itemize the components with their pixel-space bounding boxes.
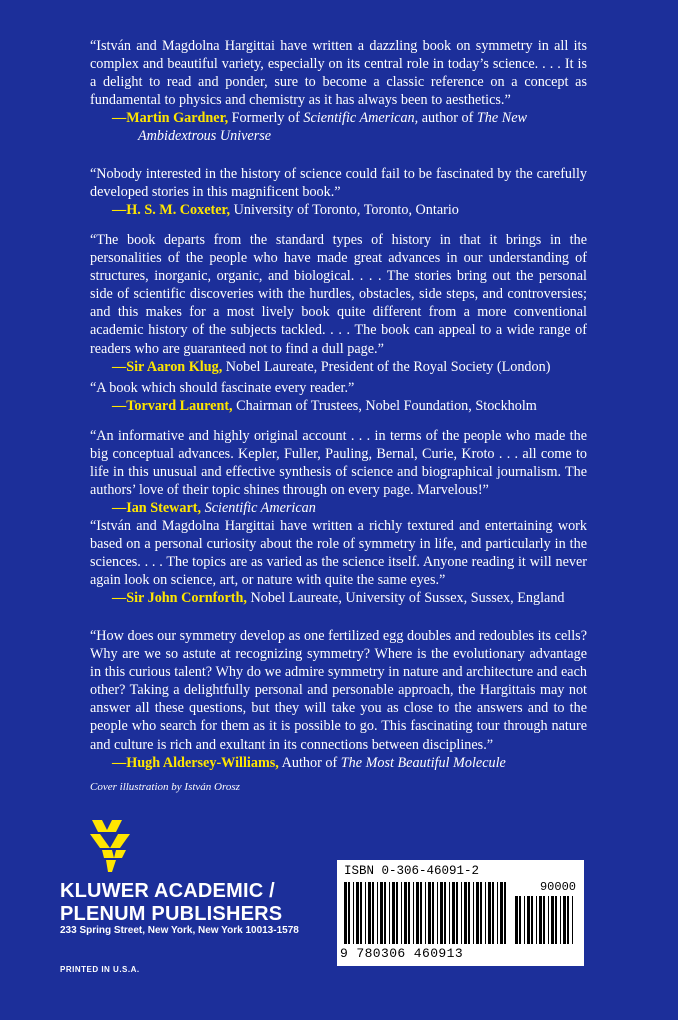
barcode-bar <box>555 896 557 944</box>
barcode-bar <box>515 896 518 944</box>
barcode-bar <box>404 882 407 944</box>
quote-text: “The book departs from the standard types of history in that it brings in the personalities of the people who have made great advances in our understanding of structures, inorganic, organic, and biological. . . . The stories bring out the personal side of scientific discoveries with the hurdles, obstacles, side steps, and controversies; and this makes for a most lively book quite different from a more conventional academic history of the subjects tackled. . . . The book can appeal to a wide range of readers who are guaranteed not to find a dull page.” <box>90 232 587 357</box>
barcode-bar <box>377 882 378 944</box>
barcode-bar <box>392 882 395 944</box>
quote-text: “An informative and highly original account . . . in terms of the people who made the big conceptual advances. Kepler, Fuller, Pauling, Bernal, Curie, Kroto . . . all come to life in this unusual and effective synthesis of science and biographical journalism. The authors’ love of their topic shines through on every page. Marvelous!” <box>90 428 587 499</box>
barcode-bar <box>425 882 426 944</box>
barcode-bar <box>420 882 422 944</box>
barcode-bar <box>348 882 350 944</box>
affiliation: author of <box>418 110 477 127</box>
barcode-bar <box>485 882 486 944</box>
review-quote <box>90 165 587 219</box>
barcode-bar <box>473 882 474 944</box>
publication: Scientific American <box>204 500 316 517</box>
attribution <box>90 109 587 145</box>
attribution <box>90 499 587 517</box>
publisher-line1: KLUWER ACADEMIC / <box>60 880 275 902</box>
barcode-bar <box>365 882 366 944</box>
reviewer-name: —Ian Stewart, <box>112 500 202 517</box>
barcode-bar <box>504 882 506 944</box>
barcode-bar <box>428 882 431 944</box>
attribution <box>90 397 587 415</box>
addon-barcode-bars <box>515 896 575 944</box>
review-quote <box>90 37 587 146</box>
barcode-bar <box>468 882 470 944</box>
reviewer-name: —Torvard Laurent, <box>112 398 233 415</box>
barcode-bar <box>567 896 569 944</box>
barcode-bar <box>519 896 521 944</box>
barcode-bar <box>344 882 347 944</box>
quote-text: “How does our symmetry develop as one fertilized egg doubles and redoubles its cells? Why are we so astute at recognizing symmetry? Where is the evolutionary advantage in this curious talent? Why do we admire symmetry in nature and architecture and each other? Taking a delightfully personal and personable approach, the Hargittais may not answer all these questions, but they will take you as close to the answers and to the people who search for them as it is possible to go. This fascinating tour through nature and culture is rich and exultant in its connections between disciplines.” <box>90 628 587 753</box>
price-code: 90000 <box>539 880 576 894</box>
quote-text: “István and Magdolna Hargittai have written a richly textured and entertaining work based on a personal curiosity about the role of symmetry in life, and particularly in the sciences. . . . The topics are as varied as the science itself. Anyone reading it will never again look on science, art, or nature with quite the same eyes.” <box>90 518 587 589</box>
review-quote <box>90 231 587 376</box>
barcode-bar <box>536 896 537 944</box>
affiliation: Chairman of Trustees, Nobel Foundation, Stockholm <box>232 398 537 415</box>
attribution <box>90 589 587 607</box>
barcode-bar <box>416 882 419 944</box>
barcode-bar <box>368 882 371 944</box>
barcode-bar <box>500 882 503 944</box>
quote-text: “Nobody interested in the history of science could fail to be fascinated by the carefully developed stories in this magnificent book.” <box>90 166 587 201</box>
quote-text: “A book which should fascinate every reader.” <box>90 380 355 396</box>
book-title: The Most Beautiful Molecule <box>340 754 506 771</box>
barcode-bar <box>563 896 566 944</box>
barcode-bar <box>360 882 362 944</box>
affiliation: Nobel Laureate, President of the Royal Society (London) <box>222 358 551 375</box>
barcode-bars <box>344 882 508 944</box>
barcode-bar <box>527 896 530 944</box>
barcode-bar <box>401 882 402 944</box>
barcode-bar <box>461 882 462 944</box>
publisher-name <box>60 880 282 926</box>
barcode-bar <box>531 896 533 944</box>
affiliation: University of Toronto, Toronto, Ontario <box>230 202 459 219</box>
review-quote <box>90 427 587 517</box>
attribution <box>90 358 587 376</box>
barcode-bar <box>408 882 410 944</box>
affiliation: Nobel Laureate, University of Sussex, Sussex, England <box>246 590 565 607</box>
barcode-bar <box>456 882 458 944</box>
affiliation: Formerly of <box>228 110 304 127</box>
isbn-text: ISBN 0-306-46091-2 <box>344 864 480 878</box>
attribution <box>90 201 587 219</box>
reviewer-name: —Martin Gardner, <box>112 110 229 127</box>
barcode-bar <box>396 882 398 944</box>
printed-in: PRINTED IN U.S.A. <box>60 965 140 974</box>
barcode-bar <box>480 882 482 944</box>
barcode-bar <box>476 882 479 944</box>
barcode-bar <box>524 896 525 944</box>
barcode-bar <box>539 896 542 944</box>
publisher-line2: PLENUM PUBLISHERS <box>60 903 283 925</box>
publisher-logo-icon <box>88 818 134 874</box>
barcode-bar <box>380 882 383 944</box>
ean-number: 9 780306 460913 <box>340 946 464 961</box>
barcode-bar <box>353 882 354 944</box>
cover-credit: Cover illustration by István Orosz <box>90 781 240 793</box>
barcode-bar <box>452 882 455 944</box>
barcode-bar <box>437 882 438 944</box>
barcode-bar <box>548 896 549 944</box>
publication: Scientific American, <box>303 110 419 127</box>
reviewer-name: —Sir Aaron Klug, <box>112 358 223 375</box>
book-title: The New Ambidextrous Universe <box>138 110 527 145</box>
barcode-bar <box>413 882 414 944</box>
barcode-bar <box>384 882 386 944</box>
review-quote <box>90 379 587 415</box>
review-quote <box>90 627 587 772</box>
barcode-block <box>337 860 584 966</box>
publisher-address: 233 Spring Street, New York, New York 10013-1578 <box>60 925 299 936</box>
barcode-bar <box>372 882 374 944</box>
reviewer-name: —H. S. M. Coxeter, <box>112 202 231 219</box>
barcode-bar <box>492 882 494 944</box>
barcode-bar <box>444 882 446 944</box>
barcode-bar <box>389 882 390 944</box>
barcode-bar <box>449 882 450 944</box>
barcode-bar <box>464 882 467 944</box>
barcode-bar <box>356 882 359 944</box>
barcode-bar <box>572 896 573 944</box>
reviewer-name: —Hugh Aldersey-Williams, <box>112 754 279 771</box>
barcode-bar <box>560 896 561 944</box>
affiliation: Author of <box>278 754 341 771</box>
quote-text: “István and Magdolna Hargittai have written a dazzling book on symmetry in all its complex and beautiful variety, especially on its central role in today’s science. . . . It is a delight to read and ponder, sure to become a classic reference on a concept as fundamental to physics and chemistry as it has always been to aesthetics.” <box>90 38 587 109</box>
barcode-bar <box>551 896 554 944</box>
barcode-bar <box>440 882 443 944</box>
barcode-bar <box>432 882 434 944</box>
barcode-bar <box>543 896 545 944</box>
barcode-bar <box>497 882 498 944</box>
barcode-bar <box>488 882 491 944</box>
reviewer-name: —Sir John Cornforth, <box>112 590 247 607</box>
review-quote <box>90 517 587 607</box>
attribution <box>90 754 587 772</box>
